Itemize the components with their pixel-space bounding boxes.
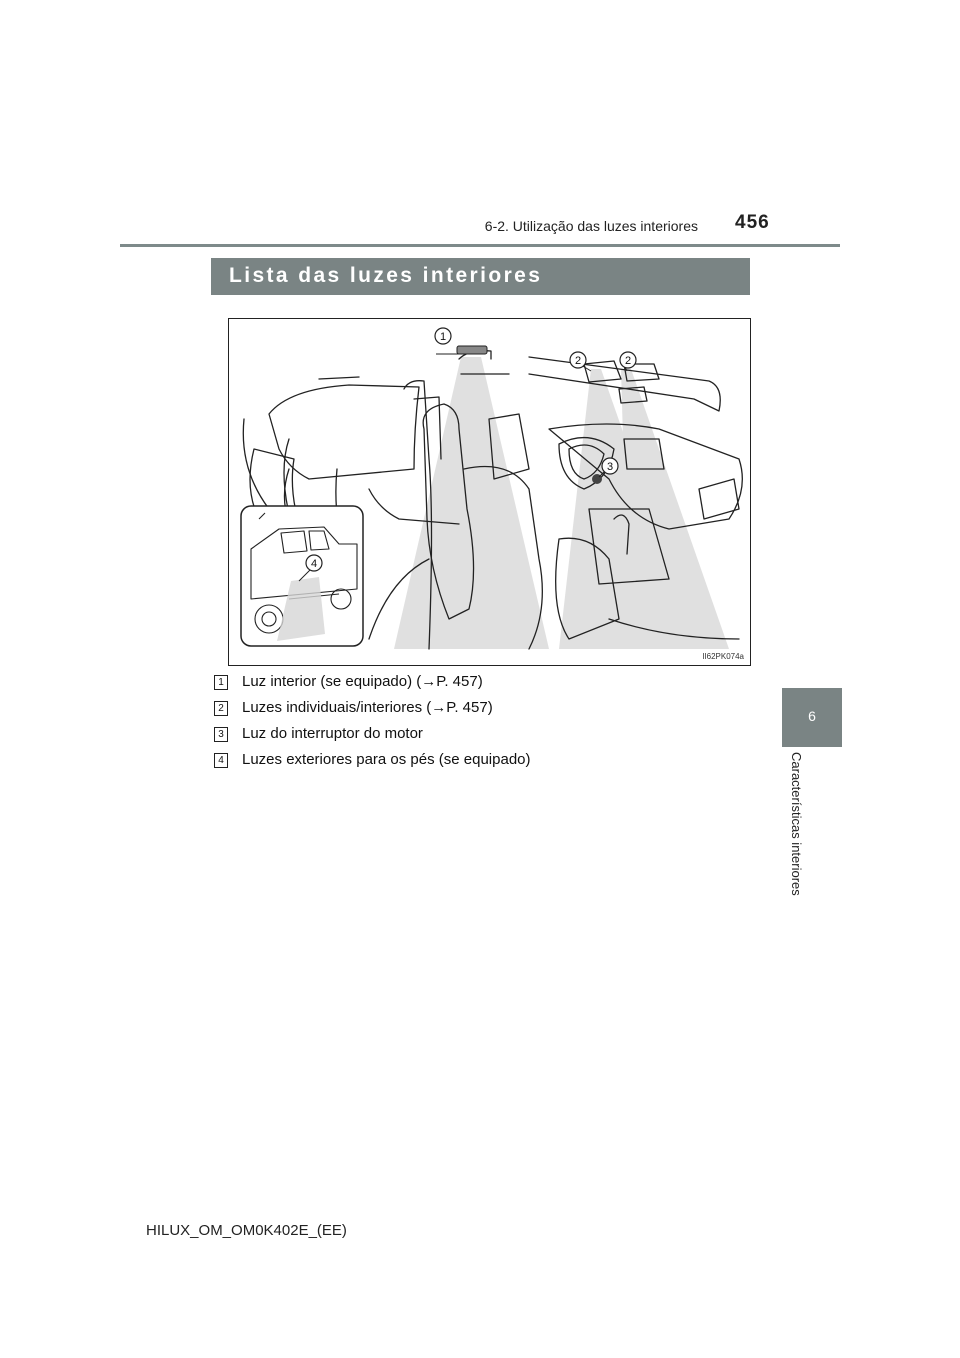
callout-1-label: 1 [439, 331, 447, 343]
chapter-tab[interactable] [782, 688, 842, 747]
legend-item [214, 698, 754, 724]
heading-bar [211, 258, 750, 295]
legend-number: 2 [214, 701, 228, 716]
overhead-lamp [457, 346, 487, 354]
header-rule [120, 244, 840, 247]
callout-2a-label: 2 [574, 355, 582, 367]
legend-number: 4 [214, 753, 228, 768]
exterior-inset [241, 506, 363, 646]
legend-text: Luzes individuais/interiores (→P. 457) [242, 699, 493, 716]
callout-4 [305, 554, 323, 572]
legend-text: Luz interior (se equipado) (→P. 457) [242, 673, 483, 690]
document-code: HILUX_OM_OM0K402E_(EE) [146, 1222, 347, 1239]
callout-3 [601, 457, 619, 475]
interior-lights-figure [228, 318, 751, 666]
legend-number: 1 [214, 675, 228, 690]
chapter-tab-number: 6 [808, 708, 816, 724]
callout-2b-label: 2 [624, 355, 632, 367]
section-title: 6-2. Utilização das luzes interiores [484, 218, 698, 234]
callout-3-label: 3 [606, 461, 614, 473]
legend-text: Luzes exteriores para os pés (se equipado) [242, 751, 531, 768]
callout-1 [434, 327, 452, 345]
legend-text: Luz do interruptor do motor [242, 725, 423, 742]
figure-code: II62PK074a [702, 652, 744, 661]
callout-2b [619, 351, 637, 369]
car-interior-illustration [229, 319, 750, 665]
chapter-label-text: Características interiores [789, 752, 804, 896]
callout-2a [569, 351, 587, 369]
heading-text: Lista das luzes interiores [229, 264, 543, 287]
legend-item [214, 672, 754, 698]
legend-number: 3 [214, 727, 228, 742]
chapter-label [782, 752, 842, 922]
callout-4-label: 4 [310, 558, 318, 570]
page-number: 456 [735, 212, 770, 233]
legend-item [214, 750, 754, 776]
legend-item [214, 724, 754, 750]
legend-list [214, 672, 754, 776]
